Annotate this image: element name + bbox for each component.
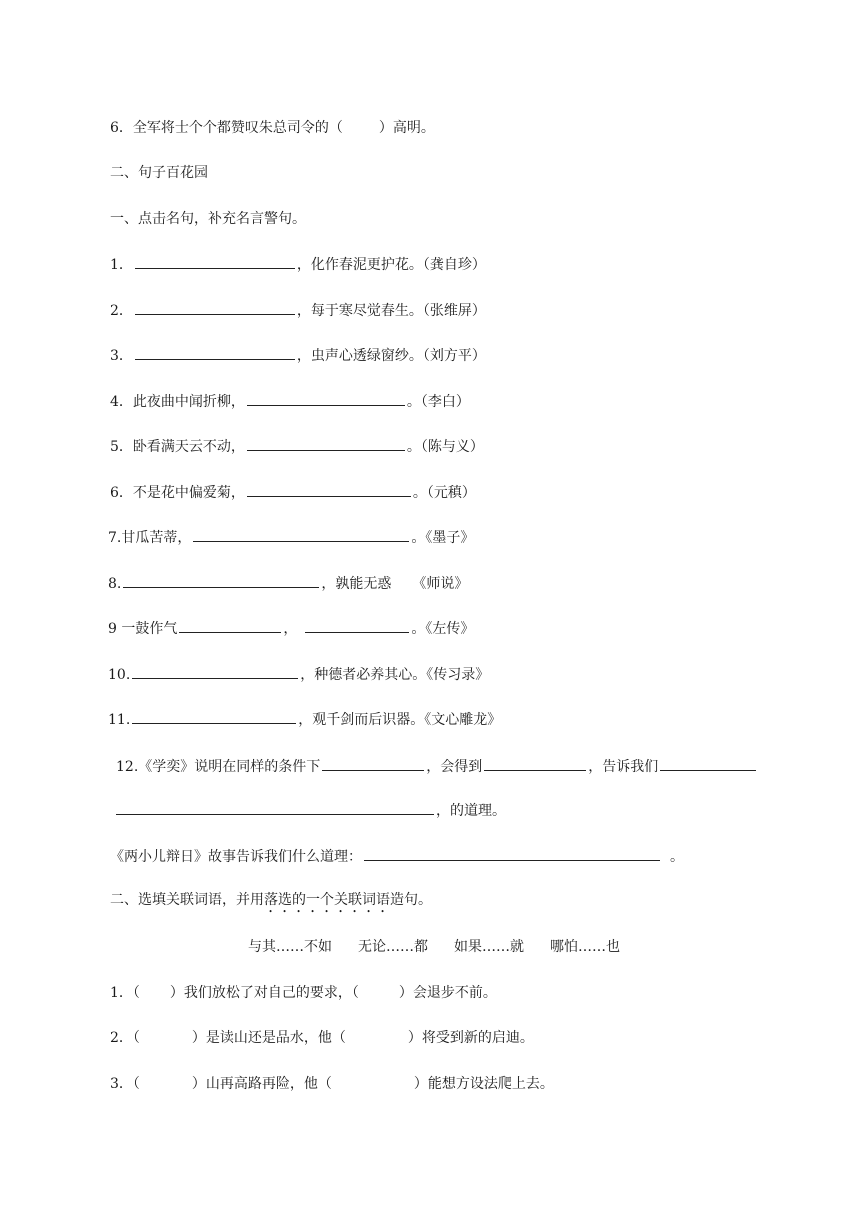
fill-line-6 [110,482,476,503]
question-text: 。（李白） [406,394,470,410]
answer-blank[interactable] [116,800,434,815]
question-text: （ [132,1030,140,1046]
question-text: 12.《学奕》说明在同样的条件下 [116,759,321,775]
question-text: ）我们放松了对自己的要求，（ [169,985,359,1001]
conjunction-option: 哪怕……也 [550,939,620,955]
question-number: 4． [110,394,133,410]
question-text: 卧看满天云不动， [132,439,245,455]
fill-line-4 [110,391,470,412]
fill-line-9 [108,618,474,639]
question-text: ）是读山还是品水，他（ [191,1030,346,1046]
question-text: 9 一鼓作气 [108,621,178,637]
question-number: 8. [108,576,122,592]
answer-blank[interactable] [179,618,281,633]
question-text: 。（陈与义） [406,439,484,455]
fill-line-12 [116,756,758,777]
question-number: 6． [110,120,133,136]
answer-blank[interactable] [247,482,411,497]
question-number: 7. [108,530,122,546]
question-text: ，化作春泥更护花。（龚自珍） [296,257,486,273]
answer-blank[interactable] [247,436,405,451]
conjunction-options [248,937,620,957]
answer-blank[interactable] [135,254,295,269]
question-text: ， [283,621,298,637]
question-number: 1． [110,257,133,273]
question-number: 2． [110,303,133,319]
fill-line-1 [110,254,486,275]
question-text: 《两小儿辩日》故事告诉我们什么道理： [110,849,362,865]
question-text: ，告诉我们 [588,759,659,775]
question-number: 3． [110,348,133,364]
fill-line-10 [108,664,489,685]
answer-blank[interactable] [364,846,660,861]
section-title: 二、句子百花园 [110,165,208,181]
subsection-title: 一、点击名句，补充名言警句。 [110,211,306,227]
question-text: 。 [670,849,684,865]
conjunction-option: 无论……都 [358,939,428,955]
conjunction-option: 与其……不如 [248,939,332,955]
fill-line-3 [110,345,486,366]
question-text: （ [132,1076,140,1092]
question-number: 6． [110,485,133,501]
answer-blank[interactable] [305,618,409,633]
question-number: 11. [108,712,131,728]
question-text: ，会得到 [426,759,483,775]
question-text: ）将受到新的启迪。 [407,1030,534,1046]
question-text: ）会退步不前。 [398,985,497,1001]
question-text: 不是花中偏爱菊， [132,485,245,501]
answer-blank[interactable] [135,345,295,360]
fill-line-12-cont [114,800,506,821]
subsection-title [110,890,432,916]
question-text: 甘瓜苦蒂， [121,530,192,546]
question-number: 3． [110,1076,133,1092]
question-text: （ [132,985,140,1001]
question-number: 1． [110,985,133,1001]
answer-blank[interactable] [484,756,586,771]
question-number: 5． [110,439,133,455]
question-text: 。《墨子》 [411,530,475,546]
answer-blank[interactable] [135,300,295,315]
answer-blank[interactable] [132,664,298,679]
answer-blank[interactable] [123,573,319,588]
question-text: 。（元稹） [412,485,476,501]
question-liangxiaoer [110,846,684,867]
subsection-text: 二、选填关联词语，并用 [110,892,264,908]
question-text: ，虫声心透绿窗纱。（刘方平） [296,348,486,364]
sentence-1 [110,983,497,1003]
question-number: 2． [110,1030,133,1046]
question-6 [110,118,435,138]
question-text: ，每于寒尽觉春生。（张维屏） [296,303,486,319]
question-text: ）能想方设法爬上去。 [413,1076,554,1092]
fill-line-2 [110,300,486,321]
sentence-2 [110,1028,534,1048]
emphasized-text: 落选的一个关联词语 [264,892,390,908]
question-text: 此夜曲中闻折柳， [132,394,245,410]
subsection-text: 造句。 [390,892,432,908]
question-text: ，孰能无惑 《师说》 [321,576,469,592]
question-text: ）山再高路再险，他（ [191,1076,332,1092]
answer-blank[interactable] [132,709,296,724]
question-text: ，种德者必养其心。《传习录》 [300,667,490,683]
question-text: 全军将士个个都赞叹朱总司令的（ [132,120,343,136]
answer-blank[interactable] [322,756,424,771]
question-text: ，观千剑而后识器。《文心雕龙》 [298,712,502,728]
question-text: 。《左传》 [411,621,475,637]
fill-line-8 [108,573,468,594]
fill-line-5 [110,436,484,457]
sentence-3 [110,1074,554,1094]
fill-line-7 [108,527,474,548]
question-number: 10. [108,667,131,683]
answer-blank[interactable] [660,756,756,771]
answer-blank[interactable] [193,527,409,542]
question-text: ，的道理。 [436,803,506,819]
question-text: ）高明。 [378,120,435,136]
answer-blank[interactable] [247,391,405,406]
fill-line-11 [108,709,501,730]
conjunction-option: 如果……就 [454,939,524,955]
